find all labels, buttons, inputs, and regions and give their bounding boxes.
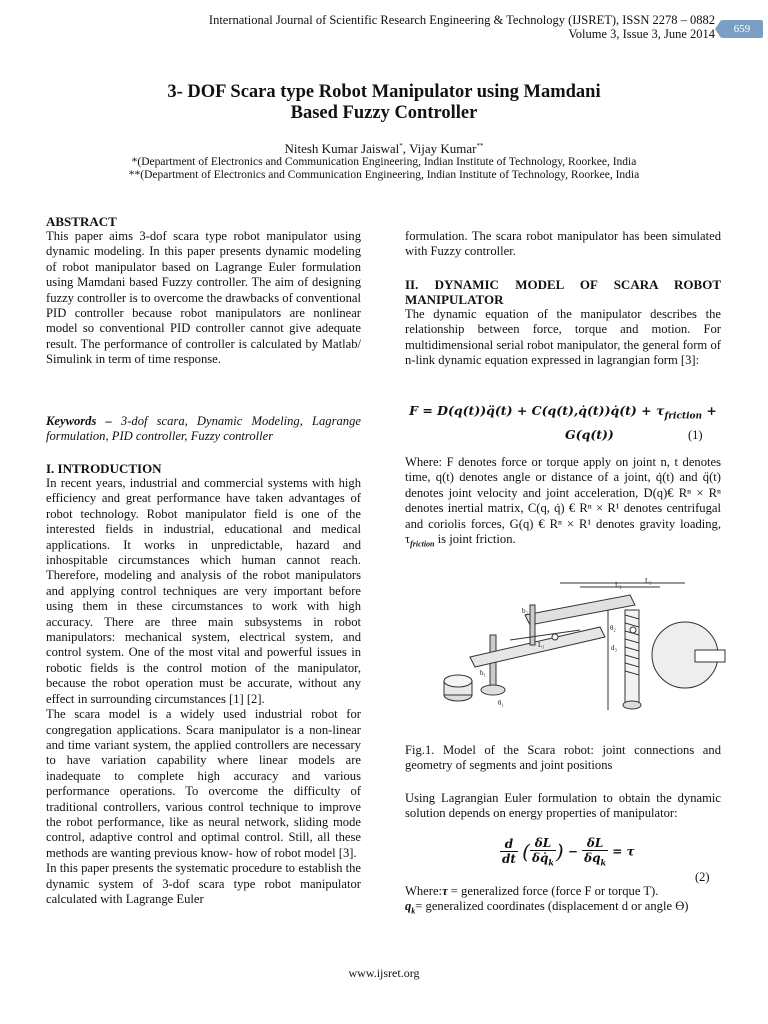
tau-definition: = generalized force (force F or torque T). <box>447 884 659 898</box>
where-label: Where: <box>405 884 443 898</box>
author-2: Vijay Kumar <box>409 141 477 156</box>
introduction-heading: I. INTRODUCTION <box>46 461 162 476</box>
equation-2: $\frac{d}{dt}$ ( $\frac{\delta L}{\delta q̇_k}$ ) − $\frac{\delta L}{\delta q_k}$ = τ <box>502 836 635 868</box>
label-l2: L₂ <box>615 581 622 589</box>
page-number-badge: 659 <box>721 20 763 38</box>
definitions-end: is joint friction. <box>434 532 516 547</box>
equation-2-number: (2) <box>695 870 710 884</box>
author-1: Nitesh Kumar Jaiswal <box>284 141 400 156</box>
definitions-text: Where: F denotes force or torque apply on joint n, t denotes time, q(t) denotes angle or distance of a joint, q̇(t) and q̈(t) denotes joint velocity and joint acceleration, D(q)€ Rⁿ × Rⁿ denotes inertial matrix, C(q, q̇) € Rⁿ × R¹ denotes centrifugal and coriolis forces, G(q) € Rⁿ × R¹ denotes gravity loading, τ <box>405 455 721 547</box>
introduction-section <box>46 461 361 907</box>
equation-1-number: (1) <box>688 427 703 442</box>
eq2-dl-2: δL <box>582 836 608 851</box>
equation-1-definitions <box>405 455 721 552</box>
scara-robot-figure <box>430 575 730 725</box>
q-subscript: k <box>411 906 416 916</box>
equation-1-line-1: F = D(q(t))q̈(t) + C(q(t),q̇(t))q̇(t) + τ <box>409 403 665 418</box>
title-line-2: Based Fuzzy Controller <box>290 103 478 123</box>
right-continuation: formulation. The scara robot manipulator has been simulated with Fuzzy controller. <box>405 229 721 259</box>
eq2-dq: δq <box>584 851 601 865</box>
paper-title <box>60 82 708 124</box>
eq2-k-1: k <box>548 857 554 868</box>
abstract-heading: ABSTRACT <box>46 214 117 229</box>
eq2-minus: − <box>563 844 583 859</box>
equation-1-plus: + <box>702 403 717 418</box>
eq2-rhs: = τ <box>608 844 635 859</box>
introduction-paragraph-2: The scara model is a widely used industrial robot for congregation applications. Scara manipulator is a non-linear and time variant system, the applied controllers are necessary to have variation capability where linear models are inadequate to complete high accuracy and various performance operations. To overcome the difficulty of traditional controllers, various control technique to improve the robot performance, like as neural network, sliding mode control, adaptive control and optimal control. Still, all these methods are wanting previous know- how of robot model [3]. <box>46 707 361 860</box>
q-symbol: q <box>405 899 412 914</box>
affiliation-2: **(Department of Electronics and Communication Engineering, Indian Institute of Technology, Roorkee, India <box>128 169 640 181</box>
q-definition: = generalized coordinates (displacement d or angle ϴ) <box>415 899 689 914</box>
eq2-k-2: k <box>600 857 607 868</box>
label-theta1: θ₁ <box>498 699 504 707</box>
author-2-mark: ** <box>476 142 484 150</box>
section-2-heading: II. DYNAMIC MODEL OF SCARA ROBOT MANIPULATOR <box>405 277 721 307</box>
label-d3: d₃ <box>611 644 617 652</box>
affiliation-1: *(Department of Electronics and Communication Engineering, Indian Institute of Technology, Roorkee, India <box>131 156 637 168</box>
keywords-label: Keywords – <box>46 414 112 428</box>
footer-url: www.ijsret.org <box>348 966 420 980</box>
author-separator: , <box>402 141 410 156</box>
eq2-dqdot: δq̇ <box>531 851 549 865</box>
label-b2: b₂ <box>522 607 528 615</box>
equation-2-definitions <box>405 884 721 919</box>
volume-info: Volume 3, Issue 3, June 2014 <box>568 27 715 41</box>
where-tau-line <box>405 884 721 899</box>
label-l1: L₁ <box>538 641 545 649</box>
tau-symbol: τ <box>442 884 448 898</box>
eq2-d: d <box>500 837 518 852</box>
author-1-mark: * <box>399 142 403 150</box>
eq2-dt: dt <box>502 852 516 867</box>
label-theta2: θ₂ <box>610 624 616 632</box>
equation-1 <box>405 402 721 444</box>
keywords-text: 3-dof scara, Dynamic Modeling, Lagrange formulation, PID controller, Fuzzy controller <box>46 414 361 444</box>
title-line-1: 3- DOF Scara type Robot Manipulator using Mamdani <box>167 82 601 102</box>
equation-1-line-2: G(q(t)) <box>565 426 614 442</box>
label-b1: b₁ <box>480 669 486 677</box>
keywords <box>46 414 361 445</box>
abstract-section <box>46 214 361 368</box>
introduction-paragraph-3: In this paper presents the systematic procedure to establish the dynamic system of 3-dof scara type robot manipulator calculated with Lagrange Euler <box>46 861 361 906</box>
section-2-paragraph: The dynamic equation of the manipulator describes the relationship between force, torque and motion. For multidimensional serial robot manipulator, the general form of n-link dynamic equation expressed in lagrangian form [3]: <box>405 307 721 368</box>
introduction-paragraph-1: In recent years, industrial and commercial systems with high efficiency and great performance have taken advantages of robot technology. Robot manipulator field is one of the interested fields in industrial, educational and medical applications. It works in unpredictable, hazard and inhospitable circumstances which human cannot reach. Therefore, modeling and analysis of the robot manipulators and applying control techniques are very important before using them in these circumstances to work with high accuracy. There are three main subsystems in robot manipulators: mechanical system, electrical system, and control system. One of the most vital and powerful issues in robotic fields is the control motion of the manipulator, because the robot operation must be accurate, without any effect in surrounding circumstances [1] [2]. <box>46 476 361 706</box>
lagrange-paragraph: Using Lagrangian Euler formulation to obtain the dynamic solution depends on energy properties of manipulator: <box>405 791 721 821</box>
label-l3: L₃ <box>645 577 652 585</box>
equation-1-subscript: friction <box>664 411 703 422</box>
journal-header: International Journal of Scientific Research Engineering & Technology (IJSRET), ISSN 2278 – 0882 <box>208 13 715 27</box>
where-q-line <box>405 899 721 919</box>
eq2-dl-1: δL <box>530 836 556 851</box>
figure-caption: Fig.1. Model of the Scara robot: joint connections and geometry of segments and joint positions <box>405 743 721 773</box>
authors <box>60 139 708 156</box>
abstract-text: This paper aims 3-dof scara type robot manipulator using dynamic modeling. In this paper presents dynamic modeling of robot manipulator based on Lagrange Euler formulation using Mamdani based Fuzzy controller. The aim of designing fuzzy controller is to overcome the drawbacks of conventional PID controller because robot manipulators are nonlinear model so conventional PID controller cannot give adequate result. The performance of controller is calculated by Matlab/ Simulink in term of time response. <box>46 229 361 367</box>
section-2 <box>405 277 721 369</box>
definitions-subscript: friction <box>410 539 435 549</box>
